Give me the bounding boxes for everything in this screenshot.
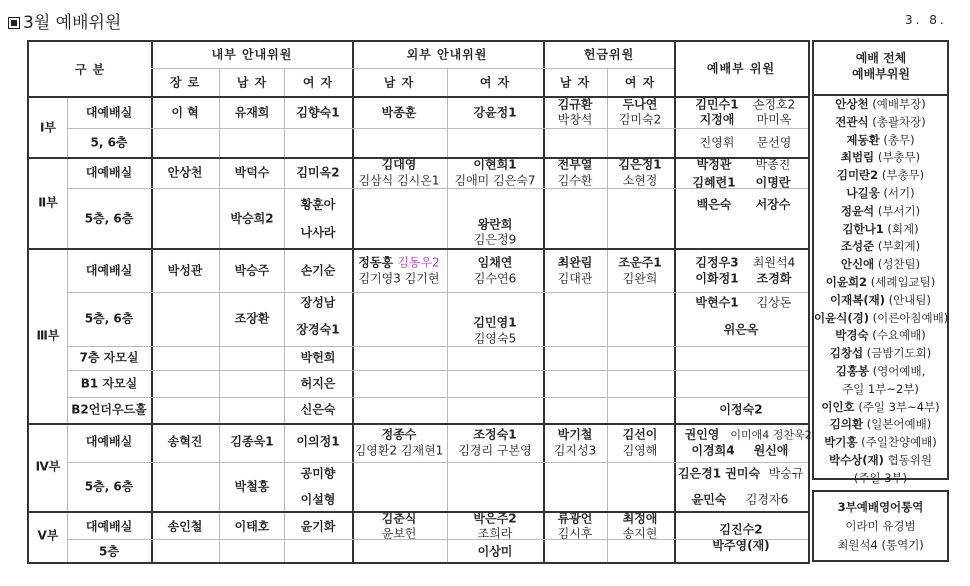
cell: 이명란 <box>755 175 791 190</box>
cell: 박철홍 <box>234 479 270 494</box>
cell: 박승희2 <box>230 211 274 226</box>
committee-member <box>814 114 947 130</box>
place-label: B1 자모실 <box>80 376 138 391</box>
header-jangro: 장 로 <box>169 75 201 90</box>
grid-line <box>67 539 808 540</box>
cell: 최완림 <box>557 255 593 270</box>
cell: 박종진 <box>755 157 791 172</box>
cell: 손정호2 <box>752 97 796 112</box>
member-name: 조성준 <box>840 239 875 254</box>
cell: 황훈아 <box>300 197 336 212</box>
part-label: Ⅱ부 <box>38 195 58 210</box>
cell: 두나연 <box>622 97 658 112</box>
cell: 손기순 <box>300 263 336 278</box>
member-name: 김창섭 <box>829 346 864 361</box>
cell: 김혜련1 <box>692 175 736 190</box>
grid-line <box>67 346 808 347</box>
member-name: 박기홍 <box>824 435 858 450</box>
cell: 김애미 김은숙7 <box>454 173 536 188</box>
member-role: 주일 1부~2부) <box>842 381 919 396</box>
place-label: 대예배실 <box>85 519 133 534</box>
member-role: (부서기) <box>877 203 921 218</box>
place-label: 대예배실 <box>85 165 133 180</box>
cell: 박은주2 <box>473 511 517 526</box>
cell: 김은정9 <box>473 232 517 247</box>
cell: 김상돈 <box>756 295 792 310</box>
member-role: (성찬팀) <box>877 257 921 272</box>
member-role: (부총무) <box>877 150 921 165</box>
cell: 안상천 <box>167 165 203 180</box>
cell: 신은숙 <box>300 402 336 417</box>
cell: 나사라 <box>300 225 336 240</box>
grid-line <box>674 42 676 562</box>
member-name: 박수상(재) <box>828 453 884 467</box>
member-name: 전관식 <box>835 114 869 129</box>
committee-member <box>814 363 947 379</box>
header-heongeum: 헌금위원 <box>583 47 635 62</box>
grid-line <box>29 511 808 513</box>
header-naebu: 내부 안내위원 <box>211 47 293 62</box>
committee-member <box>814 399 947 415</box>
place-label: 대예배실 <box>85 263 133 278</box>
committee-member <box>814 132 947 148</box>
title-text: 3월 예배위원 <box>23 13 122 33</box>
grid-line <box>151 68 674 69</box>
schedule-table <box>27 40 810 564</box>
grid-line <box>607 68 608 562</box>
grid-line <box>284 68 285 562</box>
cell: 이화정1 <box>695 271 739 286</box>
cell: 김향숙1 <box>296 105 340 120</box>
cell: 김지성3 <box>553 443 597 458</box>
part-label: Ⅴ부 <box>37 528 59 543</box>
member-role: (이른아침예배) <box>872 310 949 325</box>
cell: 권인영 <box>684 427 720 442</box>
cell: 김대관 <box>557 271 593 286</box>
cell: 위은옥 <box>723 322 759 337</box>
member-role: (안내팀) <box>888 292 931 307</box>
member-name: 김의환 <box>829 417 864 432</box>
cell: 김미옥2 <box>296 165 340 180</box>
cell: 서장수 <box>755 197 791 212</box>
grid-line <box>67 98 68 562</box>
cell: 류광언 <box>557 511 593 526</box>
cell: 장성남 <box>300 295 336 310</box>
cell: 김춘식 <box>381 511 417 526</box>
cell: 장경숙1 <box>296 322 340 337</box>
cell: 마미옥 <box>756 112 792 127</box>
member-role: (금밤기도회) <box>866 346 932 361</box>
cell: 박종훈 <box>381 105 417 120</box>
cell: 김은정1 <box>618 157 662 172</box>
cell: 이의정1 <box>296 434 340 449</box>
cell: 박숭규 <box>768 466 804 481</box>
cell: 이경희4 <box>691 443 735 458</box>
member-name: 이윤식(경) <box>814 310 869 325</box>
cell: 김시후 <box>557 526 593 541</box>
cell: 조운주1 <box>618 255 662 270</box>
cell: 김경리 구본영 <box>458 443 532 458</box>
cell: 김선이 <box>622 427 658 442</box>
member-name: 나길웅 <box>846 186 880 200</box>
cell: 최원석4 <box>752 255 796 270</box>
cell: 윤기화 <box>300 519 336 534</box>
cell: 박성관 <box>167 263 203 278</box>
member-name: 김한나1 <box>842 221 884 236</box>
committee-member <box>814 149 947 165</box>
member-role: (영어예배, <box>872 364 926 378</box>
header-naebu-female: 여 자 <box>302 75 334 90</box>
committee-member <box>814 434 947 450</box>
english-box-line: 이라미 유경범 <box>845 519 916 533</box>
header-jeonche: 예배 전체 예배부위원 <box>852 51 910 81</box>
cell: 박창석 <box>557 112 593 127</box>
header-oebu-female: 여 자 <box>479 75 511 90</box>
cell: 김미숙2 <box>618 112 662 127</box>
committee-member <box>814 221 947 237</box>
english-box-line: 최원석4 (통역기) <box>837 538 924 552</box>
grid-line <box>29 248 808 250</box>
member-name: 정윤석 <box>840 203 875 218</box>
cell: 강윤정1 <box>473 105 517 120</box>
cell: 윤보헌 <box>381 526 417 541</box>
member-name: 최범림 <box>840 150 875 165</box>
place-label: 7층 자모실 <box>79 350 139 365</box>
cell: 최정애 <box>622 511 658 526</box>
committee-member <box>814 256 947 272</box>
grid-line <box>447 68 448 562</box>
member-name: 제동환 <box>846 132 880 147</box>
cell: 유재희 <box>234 105 270 120</box>
member-name: 김미란2 <box>836 168 879 183</box>
committee-member <box>814 96 947 112</box>
square-bullet-icon <box>8 17 20 29</box>
member-name: 이재복(재) <box>830 292 885 307</box>
cell: 김민수1 <box>695 97 739 112</box>
member-name: 이윤희2 <box>825 275 868 289</box>
cell: 김민영1 <box>473 315 517 330</box>
member-role: (부총무) <box>881 168 925 183</box>
cell: 김종욱1 <box>230 434 274 449</box>
cell: 백은숙 <box>696 197 732 212</box>
english-interpretation-box <box>812 490 949 562</box>
member-role: (주일찬양예배) <box>861 435 937 450</box>
grid-line <box>67 128 808 129</box>
committee-member <box>814 345 947 361</box>
grid-line <box>151 42 153 562</box>
page-title <box>8 8 121 33</box>
cell: 윤민숙 <box>691 492 727 507</box>
cell: 김기영3 김기현 <box>358 271 440 286</box>
committee-member <box>814 470 947 486</box>
cell: 조희라 <box>477 526 513 541</box>
committee-member <box>814 292 947 308</box>
cell <box>358 256 439 271</box>
cell: 김수환 <box>557 173 593 188</box>
member-role: 협동위원 <box>887 453 933 467</box>
cell: 김진수2 <box>719 522 763 537</box>
header-heongeum-male: 남 자 <box>559 75 591 90</box>
header-oebu: 외부 안내위원 <box>406 47 488 62</box>
cell: 김경자6 <box>745 492 789 507</box>
cell: 이태호 <box>234 519 270 534</box>
cell: 이정숙2 <box>719 402 763 417</box>
place-label: 5층, 6층 <box>84 479 134 494</box>
place-label: 5층, 6층 <box>84 311 134 326</box>
english-box-title: 3부예배영어통역 <box>837 500 924 514</box>
committee-member <box>814 416 947 432</box>
grid-line <box>67 397 808 398</box>
name-text-highlight: 김동우2 <box>397 255 440 270</box>
committee-member <box>814 167 947 183</box>
cell: 이미애4 정찬욱2 <box>730 428 812 442</box>
place-label: 대예배실 <box>85 105 133 120</box>
grid-line <box>29 157 808 159</box>
committee-member <box>814 274 947 290</box>
cell: 박덕수 <box>234 165 270 180</box>
committee-member <box>814 238 947 254</box>
committee-member <box>814 185 947 201</box>
header-naebu-male: 남 자 <box>236 75 268 90</box>
member-role: (총무) <box>883 132 915 147</box>
member-role: (일본어예배) <box>866 417 932 432</box>
header-oebu-male: 남 자 <box>383 75 415 90</box>
member-name: 박경숙 <box>835 328 869 343</box>
member-role: (예배부장) <box>872 97 926 111</box>
cell: 김은경1 권미숙 <box>677 466 761 481</box>
cell: 박헌희 <box>300 350 336 365</box>
cell: 이설형 <box>300 492 336 507</box>
name-text: 정동홍 <box>358 255 394 270</box>
committee-member <box>814 452 947 468</box>
cell: 김삼식 김시온1 <box>358 173 440 188</box>
cell: 김수연6 <box>473 271 517 286</box>
cell: 이상미 <box>477 544 513 559</box>
place-label: B2언더우드홀 <box>71 402 147 417</box>
grid-line <box>67 292 808 293</box>
date-label: 3. 8. <box>905 13 947 27</box>
grid-line <box>352 42 354 562</box>
member-name: 김홍봉 <box>835 364 870 378</box>
cell: 조정숙1 <box>473 427 517 442</box>
cell: 지정애 <box>699 112 735 127</box>
cell: 조경화 <box>756 271 792 286</box>
grid-line <box>67 370 808 371</box>
grid-line <box>543 42 545 562</box>
cell: 박주영(재) <box>712 538 770 553</box>
cell: 허지은 <box>300 376 336 391</box>
member-name: 안신애 <box>840 257 875 272</box>
cell: 김규환 <box>557 97 593 112</box>
member-role: (주일 3부) <box>853 470 908 485</box>
cell: 김영숙5 <box>473 331 517 346</box>
cell: 김정우3 <box>695 255 739 270</box>
cell: 이 혁 <box>171 105 199 120</box>
cell: 송인철 <box>167 519 203 534</box>
cell: 박정관 <box>696 157 732 172</box>
grid-line <box>67 462 808 463</box>
place-label: 5층, 6층 <box>84 211 134 226</box>
header-yebaebu: 예배부 위원 <box>706 61 776 76</box>
cell: 박승주 <box>234 263 270 278</box>
member-role: (총괄차장) <box>872 114 926 129</box>
grid-line <box>219 68 220 562</box>
cell: 박현수1 <box>695 295 739 310</box>
cell: 송지현 <box>622 526 658 541</box>
place-label: 5, 6층 <box>90 135 128 150</box>
cell: 문선영 <box>756 135 792 150</box>
header-heongeum-female: 여 자 <box>624 75 656 90</box>
cell: 김영환2 김재현1 <box>354 443 444 458</box>
member-role: (세례입교팀) <box>870 275 936 289</box>
member-role: (서기) <box>883 186 915 200</box>
cell: 왕란희 <box>477 217 513 232</box>
cell: 원신애 <box>753 443 789 458</box>
member-role: (주일 3부~4부) <box>858 399 940 414</box>
cell: 소현정 <box>622 173 658 188</box>
cell: 이현희1 <box>473 157 517 172</box>
member-role: (부회계) <box>877 239 921 254</box>
member-name: 안상천 <box>835 97 869 111</box>
member-name: 이인호 <box>821 399 855 414</box>
committee-member <box>814 327 947 343</box>
committee-member <box>814 203 947 219</box>
cell: 정종수 <box>381 427 417 442</box>
place-label: 5층 <box>99 544 119 559</box>
part-label: Ⅲ부 <box>36 328 60 343</box>
part-label: Ⅳ부 <box>35 459 61 474</box>
cell: 김대영 <box>381 157 417 172</box>
cell: 박기철 <box>557 427 593 442</box>
cell: 전부열 <box>557 157 593 172</box>
place-label: 대예배실 <box>85 434 133 449</box>
cell: 김완희 <box>622 271 658 286</box>
grid-line <box>29 96 808 98</box>
cell: 송혁진 <box>167 434 203 449</box>
grid-line <box>29 423 808 425</box>
overall-committee-box <box>812 40 949 485</box>
member-role: (회계) <box>887 221 919 236</box>
header-gubun: 구 분 <box>74 62 106 77</box>
committee-member <box>814 381 947 397</box>
cell: 임채연 <box>477 255 513 270</box>
cell: 진영휘 <box>699 135 735 150</box>
cell: 조장환 <box>234 311 270 326</box>
cell: 김영해 <box>622 443 658 458</box>
member-role: (수요예배) <box>872 328 926 343</box>
part-label: Ⅰ부 <box>39 120 57 135</box>
cell: 공미향 <box>300 466 336 481</box>
committee-member <box>814 310 947 326</box>
